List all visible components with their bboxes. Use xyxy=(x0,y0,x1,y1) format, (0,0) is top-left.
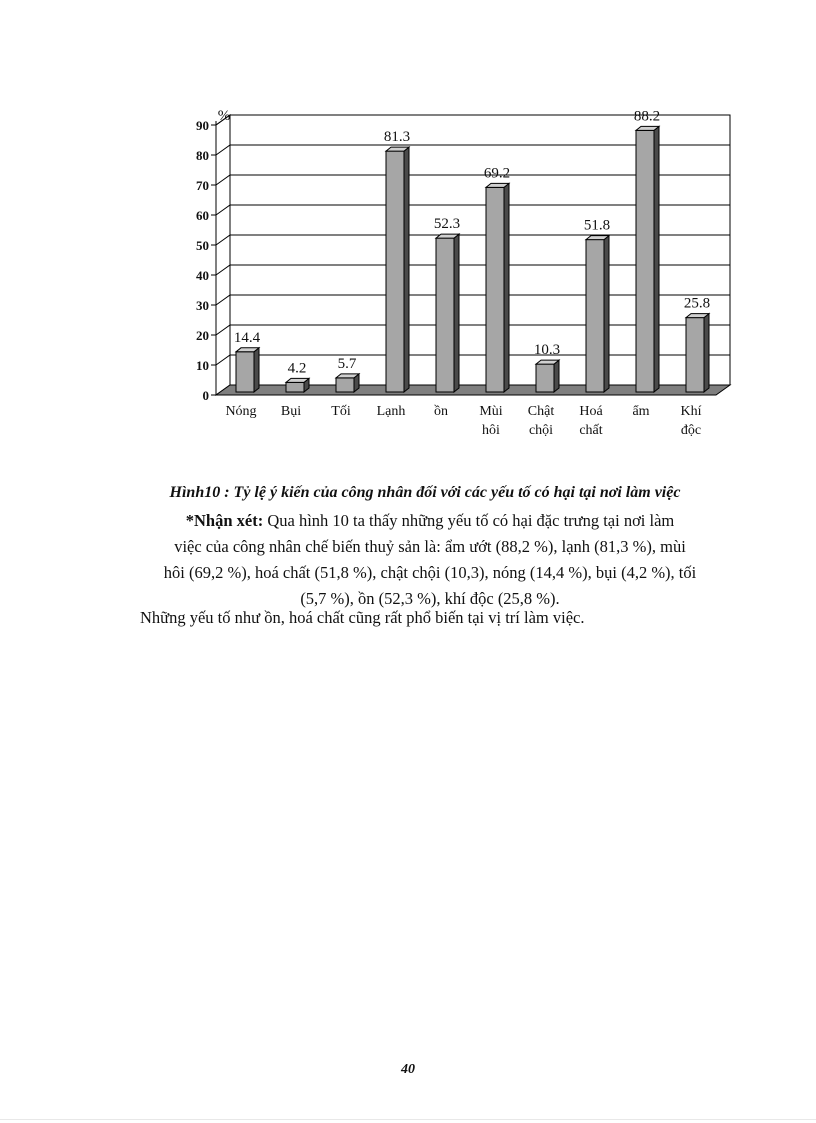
y-tick-label: 50 xyxy=(196,238,209,253)
bar xyxy=(436,238,454,392)
bar xyxy=(586,240,604,392)
data-label: 4.2 xyxy=(287,360,307,377)
x-tick-label: ẩm xyxy=(632,404,650,419)
bar-top xyxy=(486,183,509,187)
bar xyxy=(386,151,404,392)
bar-side xyxy=(404,147,409,392)
bar-side xyxy=(554,360,559,392)
figure-caption: Hình10 : Tỷ lệ ý kiến của công nhân đối với các yếu tố có hại tại nơi làm việc xyxy=(169,484,681,501)
x-tick-label: Hoá xyxy=(579,404,603,419)
y-tick-label: 70 xyxy=(196,178,209,193)
data-label: 52.3 xyxy=(433,216,461,233)
y-tick-label: 10 xyxy=(196,358,209,373)
x-tick-label: hôi xyxy=(482,423,500,438)
y-tick-label: 0 xyxy=(202,388,209,403)
y-tick-label: 80 xyxy=(196,148,209,163)
y-tick-label: 90 xyxy=(196,118,209,133)
bar xyxy=(236,352,254,392)
bar-top xyxy=(386,147,409,151)
bar xyxy=(636,130,654,392)
data-label: 14.4 xyxy=(233,329,261,346)
bar xyxy=(486,187,504,392)
data-label: 88.2 xyxy=(633,108,661,125)
y-tick-label: 30 xyxy=(196,298,209,313)
data-label: 5.7 xyxy=(337,355,357,372)
remark-line-4: (5,7 %), ồn (52,3 %), khí độc (25,8 %). xyxy=(300,589,560,608)
data-label: 10.3 xyxy=(533,342,561,359)
y-tick-label: 60 xyxy=(196,208,209,223)
remark-lead: *Nhận xét: xyxy=(185,511,264,530)
x-tick-label: Nóng xyxy=(225,404,257,419)
x-tick-label: độc xyxy=(680,423,702,438)
data-label: 81.3 xyxy=(383,129,411,146)
bar-top xyxy=(286,378,309,382)
bar-top xyxy=(336,374,359,378)
bar xyxy=(536,364,554,392)
y-axis-label: % xyxy=(217,108,231,124)
bar-side xyxy=(604,236,609,392)
x-tick-label: Bụi xyxy=(280,404,302,419)
bar-top xyxy=(686,314,709,318)
bar-top xyxy=(586,236,609,240)
remark-line-2: việc của công nhân chế biến thuỷ sản là: ẩm ướt (88,2 %), lạnh (81,3 %), mùi xyxy=(174,537,686,556)
x-tick-label: Khí xyxy=(680,404,702,419)
bar-side xyxy=(654,126,659,392)
x-tick-label: Lạnh xyxy=(376,404,406,419)
data-label: 51.8 xyxy=(583,217,611,234)
second-paragraph: Những yếu tố như ồn, hoá chất cũng rất phổ biến tại vị trí làm việc. xyxy=(140,608,585,627)
bar-top xyxy=(536,360,559,364)
bar-side xyxy=(504,183,509,392)
x-tick-label: chội xyxy=(528,423,554,438)
remark-line-1-text: Qua hình 10 ta thấy những yếu tố có hại đặc trưng tại nơi làm xyxy=(267,511,675,530)
data-label: 69.2 xyxy=(483,165,511,182)
remark-line-3: hôi (69,2 %), hoá chất (51,8 %), chật chội (10,3), nóng (14,4 %), bụi (4,2 %), tối xyxy=(163,563,697,582)
x-tick-label: chất xyxy=(579,423,603,438)
y-tick-label: 40 xyxy=(196,268,209,283)
bar-side xyxy=(704,314,709,392)
bar-top xyxy=(236,348,259,352)
x-tick-label: ồn xyxy=(434,404,448,419)
bar-top xyxy=(636,126,659,130)
bar-side xyxy=(454,234,459,392)
bar xyxy=(336,378,354,392)
y-tick-label: 20 xyxy=(196,328,209,343)
remark-line-1 xyxy=(100,508,760,534)
bar xyxy=(286,382,304,392)
x-tick-label: Chật xyxy=(527,404,555,419)
data-label: 25.8 xyxy=(683,295,711,312)
chart-side-wall xyxy=(216,115,230,395)
bar-side xyxy=(254,348,259,392)
page-number: 40 xyxy=(401,1062,415,1077)
bar-chart xyxy=(190,100,750,450)
bar xyxy=(686,318,704,392)
bar-top xyxy=(436,234,459,238)
remark-paragraph xyxy=(100,508,760,612)
page-bottom-rule xyxy=(0,1119,816,1120)
x-tick-label: Tối xyxy=(331,404,351,419)
x-tick-label: Mùi xyxy=(479,404,503,419)
